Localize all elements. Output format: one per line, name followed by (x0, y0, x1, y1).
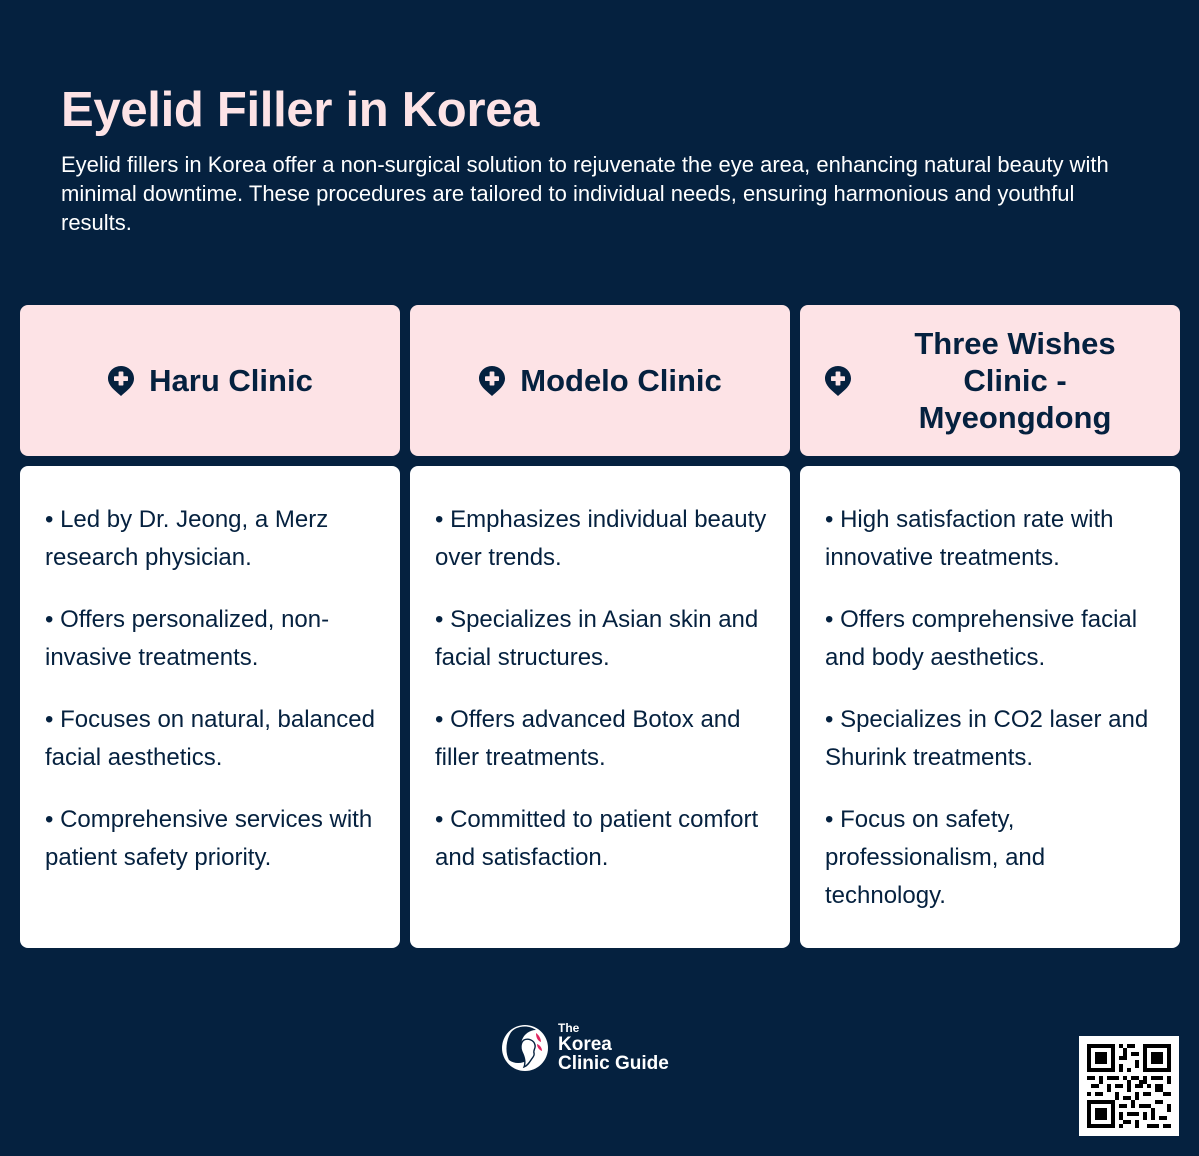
qr-code[interactable] (1079, 1036, 1179, 1136)
list-item: • Emphasizes individual beauty over trends. (435, 506, 767, 571)
clinic-name: Modelo Clinic (520, 363, 722, 398)
qr-code-icon (1087, 1044, 1171, 1128)
list-item: • Committed to patient comfort and satisfaction. (435, 806, 759, 871)
brand-line-korea: Korea (558, 1033, 612, 1055)
list-item: • Specializes in Asian skin and facial structures. (435, 606, 759, 671)
brand-name (558, 1022, 669, 1073)
page-intro: Eyelid fillers in Korea offer a non-surgical solution to rejuvenate the eye area, enhancing natural beauty with minimal downtime. These procedures are tailored to individual needs, ensuring harmonious and youthful results. (61, 152, 1109, 235)
clinic-highlights-list (435, 501, 772, 877)
clinic-highlights-list (825, 501, 1162, 915)
location-plus-icon (824, 365, 852, 397)
location-plus-icon (107, 365, 135, 397)
woman-profile-logo-icon (500, 1020, 550, 1074)
list-item: • Led by Dr. Jeong, a Merz research physician. (45, 506, 329, 571)
brand-line-clinic-guide: Clinic Guide (558, 1052, 669, 1074)
list-item: • Focuses on natural, balanced facial aesthetics. (45, 706, 375, 771)
clinic-card-header-modelo (410, 305, 790, 456)
clinic-card-body-haru (20, 466, 400, 948)
clinic-card-body-three-wishes (800, 466, 1180, 948)
clinic-highlights-list (45, 501, 382, 877)
clinic-card-body-modelo (410, 466, 790, 948)
list-item: • Focus on safety, professionalism, and technology. (825, 806, 1046, 909)
list-item: • Specializes in CO2 laser and Shurink treatments. (825, 706, 1149, 771)
clinic-name: Three Wishes Clinic - Myeongdong (914, 326, 1116, 435)
location-plus-icon (478, 365, 506, 397)
brand-logo-group (500, 1020, 669, 1074)
list-item: • Comprehensive services with patient safety priority. (45, 806, 373, 871)
page-title: Eyelid Filler in Korea (61, 83, 540, 137)
list-item: • Offers personalized, non-invasive treatments. (45, 606, 330, 671)
list-item: • Offers comprehensive facial and body aesthetics. (825, 606, 1138, 671)
list-item: • Offers advanced Botox and filler treatments. (435, 706, 741, 771)
list-item: • High satisfaction rate with innovative treatments. (825, 506, 1114, 571)
clinic-name: Haru Clinic (149, 363, 313, 398)
brand-line-the: The (558, 1020, 580, 1035)
clinic-card-header-haru (20, 305, 400, 456)
clinic-card-header-three-wishes (800, 305, 1180, 456)
